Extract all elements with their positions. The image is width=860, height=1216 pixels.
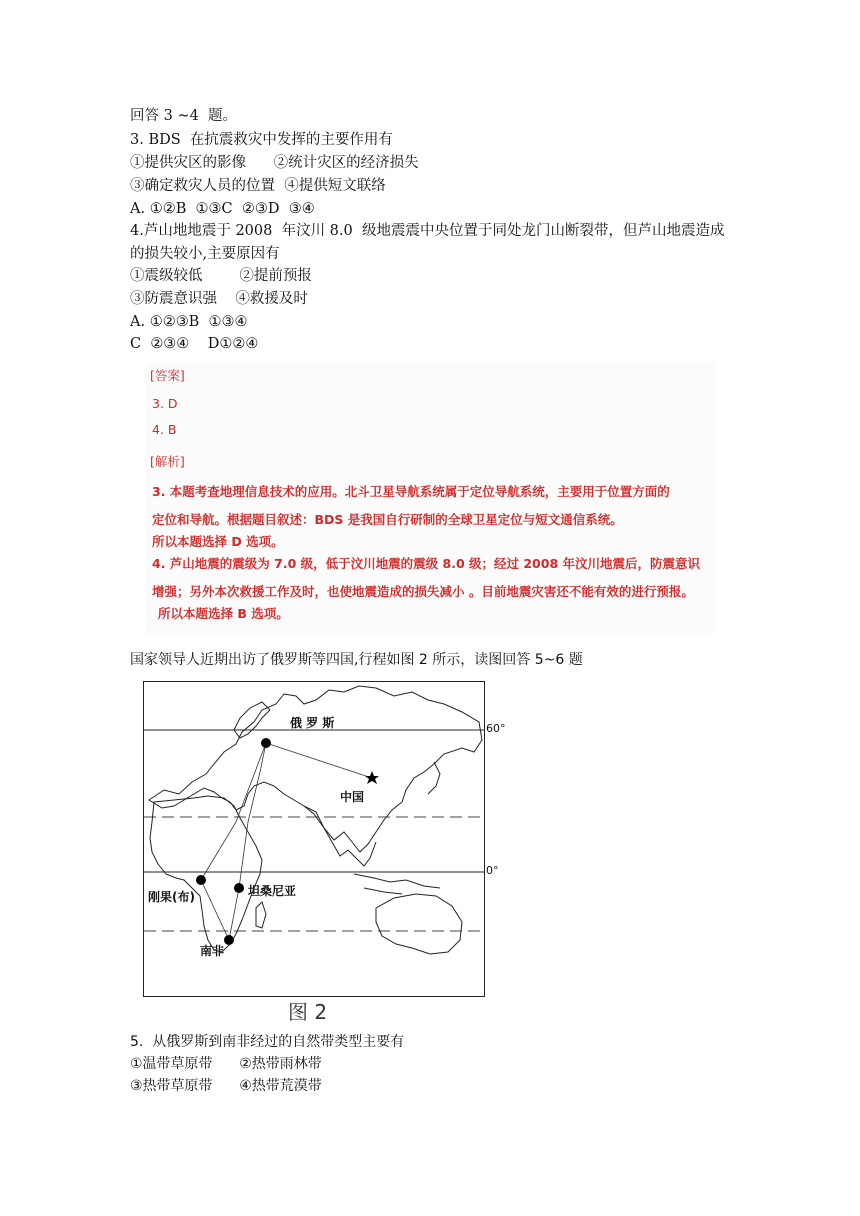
answer-heading: [答案] — [150, 368, 185, 383]
analysis-line: 所以本题选择 B 选项。 — [158, 606, 289, 621]
question-4-choices-b: C ②③④ D①②④ — [130, 336, 259, 352]
south-africa-label: 南非 — [200, 944, 225, 958]
madagascar — [256, 902, 266, 928]
question-3-stem: 3. BDS 在抗震救灾中发挥的主要作用有 — [130, 132, 393, 148]
question-4-options-a: ①震级较低 ②提前预报 — [130, 268, 312, 284]
lat-60-label: 60° — [486, 722, 506, 735]
question-5-options-a: ①温带草原带 ②热带雨林带 — [130, 1056, 322, 1072]
indonesia — [354, 874, 440, 894]
scandinavia — [234, 702, 270, 738]
china-label: 中国 — [340, 790, 365, 804]
answer-4: 4. B — [152, 422, 177, 437]
africa-landmass — [150, 796, 262, 952]
analysis-line: 所以本题选择 D 选项。 — [152, 534, 284, 549]
analysis-line: 3. 本题考查地理信息技术的应用。北斗卫星导航系统属于定位导航系统，主要用于位置方面的 — [152, 484, 670, 499]
congo-stop-marker — [196, 875, 206, 885]
congo-label: 刚果(布) — [148, 890, 195, 904]
beijing-star-icon — [365, 771, 379, 784]
russia-stop-marker — [261, 738, 271, 748]
russia-label: 俄 罗 斯 — [290, 716, 335, 730]
analysis-line: 增强；另外本次救援工作及时，也使地震造成的损失减小 。目前地震灾害还不能有效的进行预报。 — [152, 584, 694, 599]
answer-3: 3. D — [152, 396, 178, 411]
analysis-line: 4. 芦山地震的震级为 7.0 级，低于汶川地震的震级 8.0 级；经过 2008 年汶川地震后，防震意识 — [152, 556, 700, 571]
question-3-choices: A. ①②B ①③C ②③D ③④ — [130, 201, 315, 217]
answer-block — [146, 362, 716, 634]
analysis-line: 定位和导航。根据题目叙述：BDS 是我国自行研制的全球卫星定位与短文通信系统。 — [152, 512, 623, 527]
eurasia-landmass — [149, 686, 482, 852]
analysis-heading: [解析] — [150, 454, 185, 469]
route-line — [201, 743, 372, 940]
world-map — [143, 681, 485, 997]
question-5-options-b: ③热带草原带 ④热带荒漠带 — [130, 1078, 322, 1094]
question-4-choices-a: A. ①②③B ①③④ — [130, 314, 248, 330]
figure-caption: 图 2 — [288, 1000, 328, 1024]
question-3-options-a: ①提供灾区的影像 ②统计灾区的经济损失 — [130, 155, 419, 171]
question-4-stem-cont: 的损失较小,主要原因有 — [130, 246, 280, 262]
question-4-options-b: ③防震意识强 ④救援及时 — [130, 291, 308, 307]
tanzania-stop-marker — [234, 883, 244, 893]
south-africa-stop-marker — [224, 935, 234, 945]
lat-0-label: 0° — [486, 864, 499, 877]
question-4-stem: 4.芦山地地震于 2008 年汶川 8.0 级地震震中央位置于同处龙门山断裂带，但芦山地震造成 — [130, 223, 725, 239]
question-5-stem: 5. 从俄罗斯到南非经过的自然带类型主要有 — [130, 1034, 405, 1050]
australia — [376, 894, 462, 954]
question-3-options-b: ③确定救灾人员的位置 ④提供短文联络 — [130, 178, 386, 194]
text-line: 回答 3 ~4 题。 — [130, 108, 238, 124]
map-intro: 国家领导人近期出访了俄罗斯等四国,行程如图 2 所示，读图回答 5~6 题 — [130, 652, 583, 668]
tanzania-label: 坦桑尼亚 — [248, 884, 297, 898]
